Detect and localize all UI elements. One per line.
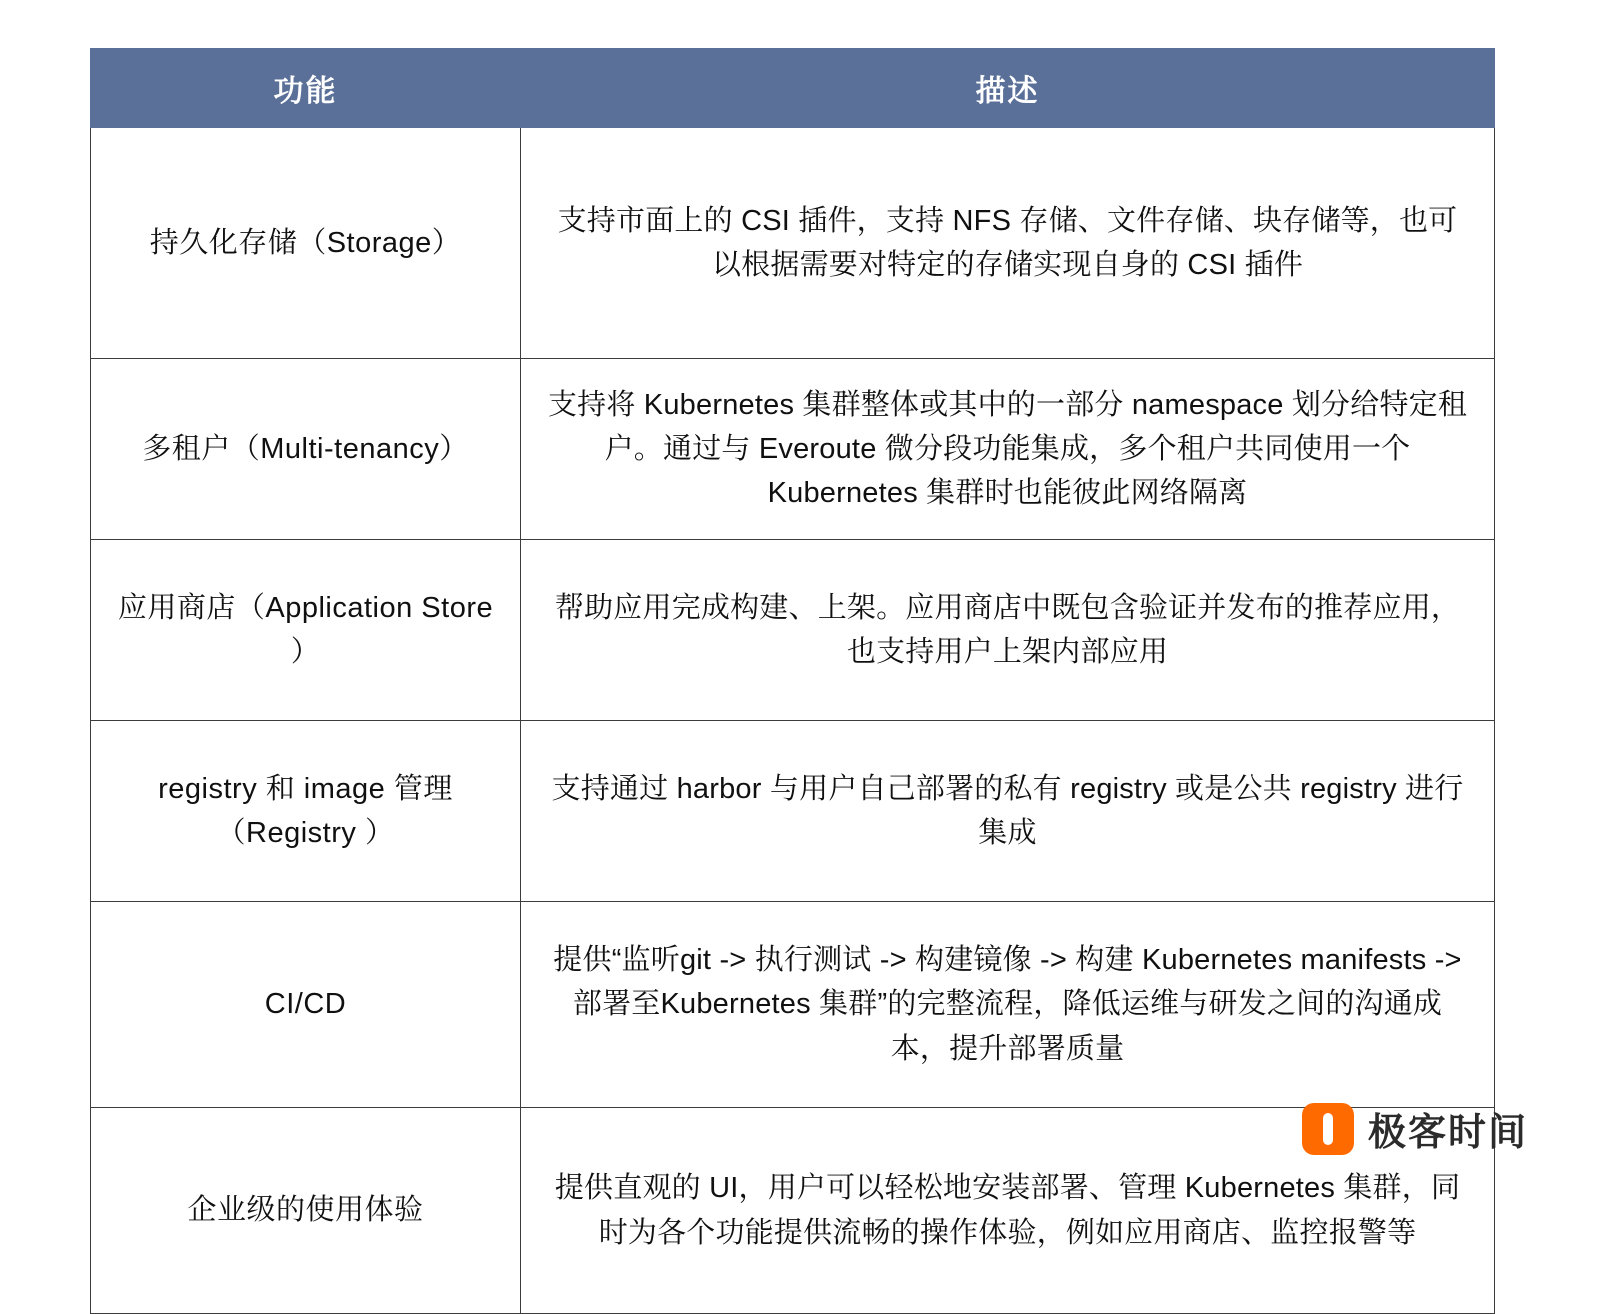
cell-feature-description: 提供直观的 UI，用户可以轻松地安装部署、管理 Kubernetes 集群，同时为各个功能提供流畅的操作体验，例如应用商店、监控报警等 — [521, 1108, 1495, 1314]
cell-feature-name: 应用商店（Application Store ） — [91, 540, 521, 721]
table-row — [91, 902, 1495, 1108]
table-row — [91, 359, 1495, 540]
watermark-label: 极客时间 — [1367, 1112, 1528, 1154]
cell-feature-name: CI/CD — [91, 902, 521, 1108]
cell-feature-description: 帮助应用完成构建、上架。应用商店中既包含验证并发布的推荐应用，也支持用户上架内部应用 — [521, 540, 1495, 721]
watermark — [1302, 1101, 1528, 1156]
column-header-description: 描述 — [521, 49, 1495, 128]
table-header — [91, 49, 1495, 128]
table-row — [91, 721, 1495, 902]
feature-description-table — [90, 48, 1495, 1314]
table-row — [91, 540, 1495, 721]
cell-feature-description: 支持将 Kubernetes 集群整体或其中的一部分 namespace 划分给特定租户。通过与 Everoute 微分段功能集成，多个租户共同使用一个 Kubernetes 集群时也能彼此网络隔离 — [521, 359, 1495, 540]
cell-feature-description: 支持市面上的 CSI 插件，支持 NFS 存储、文件存储、块存储等，也可以根据需要对特定的存储实现自身的 CSI 插件 — [521, 128, 1495, 359]
table-header-row — [91, 49, 1495, 128]
table-body — [91, 128, 1495, 1314]
table-row — [91, 1108, 1495, 1314]
cell-feature-name: 持久化存储（Storage） — [91, 128, 521, 359]
cell-feature-description: 提供“监听git -> 执行测试 -> 构建镜像 -> 构建 Kubernetes manifests -> 部署至Kubernetes 集群”的完整流程，降低运维与研发之间的沟通成本，提升部署质量 — [521, 902, 1495, 1108]
geek-time-logo-icon — [1302, 1103, 1354, 1155]
column-header-feature: 功能 — [91, 49, 521, 128]
cell-feature-description: 支持通过 harbor 与用户自己部署的私有 registry 或是公共 registry 进行集成 — [521, 721, 1495, 902]
cell-feature-name: 企业级的使用体验 — [91, 1108, 521, 1314]
table-row — [91, 128, 1495, 359]
cell-feature-name: 多租户（Multi-tenancy） — [91, 359, 521, 540]
cell-feature-name: registry 和 image 管理（Registry ） — [91, 721, 521, 902]
